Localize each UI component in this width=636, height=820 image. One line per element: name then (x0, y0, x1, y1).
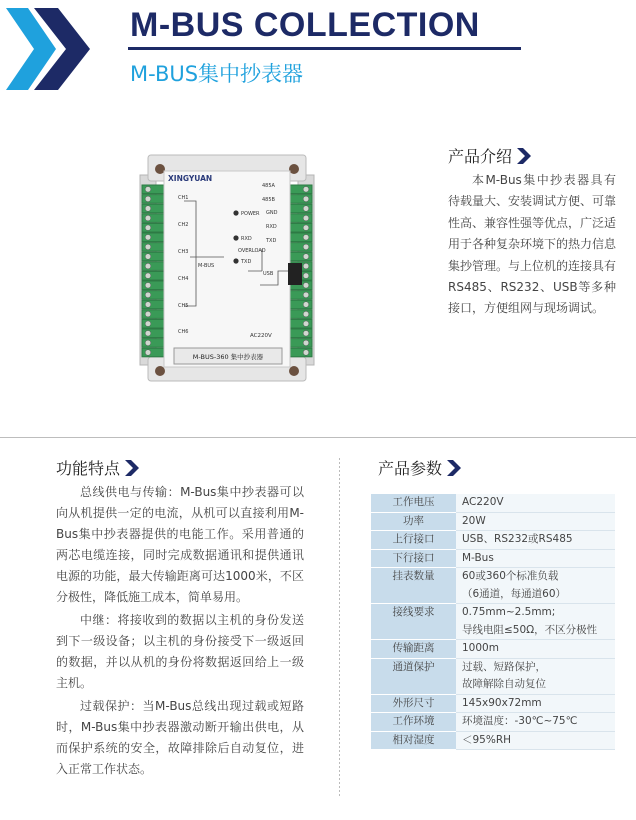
terminal-screw (303, 187, 309, 193)
terminal-screw (303, 350, 309, 356)
param-value-text: ＜95%RH (462, 733, 512, 746)
channel-label: CH2 (178, 222, 189, 228)
terminal-screw (303, 311, 309, 317)
terminal-screw (145, 350, 151, 356)
terminal-screw (303, 206, 309, 212)
port-label: TXD (266, 238, 277, 244)
chevron-logo-icon (6, 8, 94, 90)
param-label-text: 挂表数量 (392, 570, 435, 582)
intro-heading-text: 产品介绍 (448, 147, 513, 166)
param-value (456, 531, 615, 550)
param-value-extra: 故障解除自动复位 (462, 678, 546, 690)
params-table (371, 494, 615, 750)
param-value (456, 713, 615, 732)
terminal-screw (145, 206, 151, 212)
table-row (371, 531, 615, 550)
feature-paragraph: 总线供电与传输：M-Bus集中抄表器可以向从机提供一定的电流，从机可以直接利用M-Bus集中抄表器提供的电能工作。采用普通的两芯电缆连接，同时完成数据通讯和提供通讯电源的功能，最大传输距离可达1000米，不区分极性，降低施工成本，简单易用。 (56, 485, 304, 604)
channel-label: CH6 (178, 329, 189, 335)
param-value-text: 过载、短路保护， (462, 660, 546, 673)
table-row (371, 732, 615, 751)
features-heading (56, 456, 139, 479)
param-value (456, 695, 615, 714)
terminal-screw (145, 321, 151, 327)
param-value (456, 604, 615, 640)
usb-label: USB (263, 271, 274, 277)
param-value-text: AC220V (462, 496, 504, 508)
param-value-text: USB、RS232或RS485 (462, 533, 573, 545)
param-label (371, 604, 456, 640)
table-row (371, 513, 615, 532)
param-value (456, 659, 615, 695)
table-row (371, 494, 615, 513)
device-model-plate: M-BUS-360 集中抄表器 (192, 353, 264, 361)
param-label (371, 550, 456, 569)
terminal-screw (303, 321, 309, 327)
terminal-screw (145, 263, 151, 269)
section-divider (0, 437, 636, 438)
page-subtitle: M-BUS集中抄表器 (130, 62, 304, 86)
table-row (371, 659, 615, 695)
channel-label: CH3 (178, 249, 189, 255)
terminal-screw (145, 225, 151, 231)
terminal-screw (303, 263, 309, 269)
param-label (371, 568, 456, 604)
param-value-text: 0.75mm~2.5mm; (462, 606, 556, 618)
terminal-screw (145, 283, 151, 289)
table-row (371, 695, 615, 714)
intro-paragraph: 本M-Bus集中抄表器具有待载量大、安装调试方便、可靠性高、兼容性强等优点，广泛适用于各种复杂环境下的热力信息集抄管理。与上位机的连接具有RS485、RS232、USB等多种接口，方便组网与现场调试。 (448, 173, 617, 316)
table-row (371, 550, 615, 569)
terminal-screw (145, 302, 151, 308)
param-value (456, 640, 615, 659)
terminal-screw (145, 311, 151, 317)
table-row (371, 640, 615, 659)
chevron-right-icon (125, 460, 139, 476)
terminal-screw (303, 254, 309, 260)
param-value (456, 732, 615, 751)
param-label-text: 功率 (403, 514, 424, 527)
terminal-screw (145, 215, 151, 221)
terminal-screw (145, 187, 151, 193)
param-label (371, 531, 456, 550)
param-label (371, 513, 456, 532)
param-label-text: 上行接口 (392, 533, 435, 545)
terminal-screw (303, 215, 309, 221)
channel-label: CH1 (178, 195, 189, 201)
param-value (456, 550, 615, 569)
param-label-text: 下行接口 (392, 551, 435, 564)
param-label (371, 659, 456, 695)
param-value (456, 513, 615, 532)
device-image (138, 153, 316, 383)
terminal-screw (145, 235, 151, 241)
param-label (371, 713, 456, 732)
param-value-text: 145x90x72mm (462, 696, 542, 709)
device-brand: XINGYUAN (168, 174, 213, 183)
terminal-screw (303, 196, 309, 202)
terminal-screw (303, 244, 309, 250)
port-label: GND (266, 210, 278, 216)
port-label: RXD (266, 224, 277, 230)
param-label-text: 接线要求 (392, 606, 435, 618)
indicator-label: RXD (241, 236, 252, 242)
param-label-text: 相对湿度 (392, 733, 435, 746)
table-row (371, 604, 615, 640)
param-label-text: 传输距离 (392, 642, 435, 654)
terminal-screw (303, 331, 309, 337)
port-label: 485B (262, 197, 275, 203)
param-value-text: 1000m (462, 642, 499, 654)
param-value (456, 568, 615, 604)
feature-paragraph: 过载保护：当M-Bus总线出现过载或短路时，M-Bus集中抄表器激动断开输出供电，从而保护系统的安全，故障排除后自动复位，进入正常工作状态。 (56, 699, 304, 776)
param-value (456, 494, 615, 513)
terminal-screw (303, 340, 309, 346)
table-row (371, 568, 615, 604)
param-label (371, 640, 456, 659)
params-heading (378, 456, 461, 479)
terminal-screw (145, 340, 151, 346)
bus-label: M-BUS (198, 263, 215, 269)
params-heading-text: 产品参数 (378, 459, 443, 478)
param-value-text: 环境温度：-30℃~75℃ (462, 715, 578, 727)
terminal-screw (303, 302, 309, 308)
terminal-screw (303, 283, 309, 289)
chevron-right-icon (447, 460, 461, 476)
port-label: 485A (262, 183, 275, 189)
terminal-screw (145, 254, 151, 260)
param-label (371, 494, 456, 513)
title-underline (128, 47, 521, 50)
param-value-extra: （6通道，每通道60） (462, 587, 567, 600)
param-value-extra: 导线电阻≤50Ω，不区分极性 (462, 623, 598, 636)
param-label-text: 外形尺寸 (392, 696, 435, 709)
terminal-screw (303, 225, 309, 231)
terminal-screw (303, 235, 309, 241)
intro-text (448, 170, 616, 320)
param-label (371, 732, 456, 751)
channel-label: CH4 (178, 276, 189, 282)
indicator-label: TXD (241, 259, 252, 265)
param-value-text: 60或360个标准负载 (462, 570, 559, 582)
terminal-screw (145, 292, 151, 298)
terminal-screw (145, 273, 151, 279)
param-label-text: 工作环境 (392, 715, 435, 727)
param-value-text: M-Bus (462, 551, 494, 564)
page-title: M-BUS COLLECTION (130, 6, 480, 44)
features-heading-text: 功能特点 (56, 459, 121, 478)
power-label: AC220V (250, 333, 272, 339)
terminal-screw (303, 273, 309, 279)
param-label (371, 695, 456, 714)
terminal-screw (303, 292, 309, 298)
intro-heading (448, 144, 531, 167)
feature-paragraph: 中继：将接收到的数据以主机的身份发送到下一级设备；以主机的身份接受下一级返回的数据，并以从机的身份将数据返回给上一级主机。 (56, 613, 304, 690)
indicator-label: POWER (241, 211, 260, 217)
terminal-screw (145, 244, 151, 250)
param-value-text: 20W (462, 514, 486, 527)
column-divider (339, 458, 340, 798)
param-label-text: 通道保护 (392, 660, 435, 673)
terminal-screw (145, 196, 151, 202)
terminal-screw (145, 331, 151, 337)
chevron-right-icon (517, 148, 531, 164)
table-row (371, 713, 615, 732)
indicator-label: OVERLOAD (238, 248, 266, 254)
features-text (56, 482, 304, 782)
channel-label: CH5 (178, 303, 189, 309)
param-label-text: 工作电压 (392, 496, 435, 508)
